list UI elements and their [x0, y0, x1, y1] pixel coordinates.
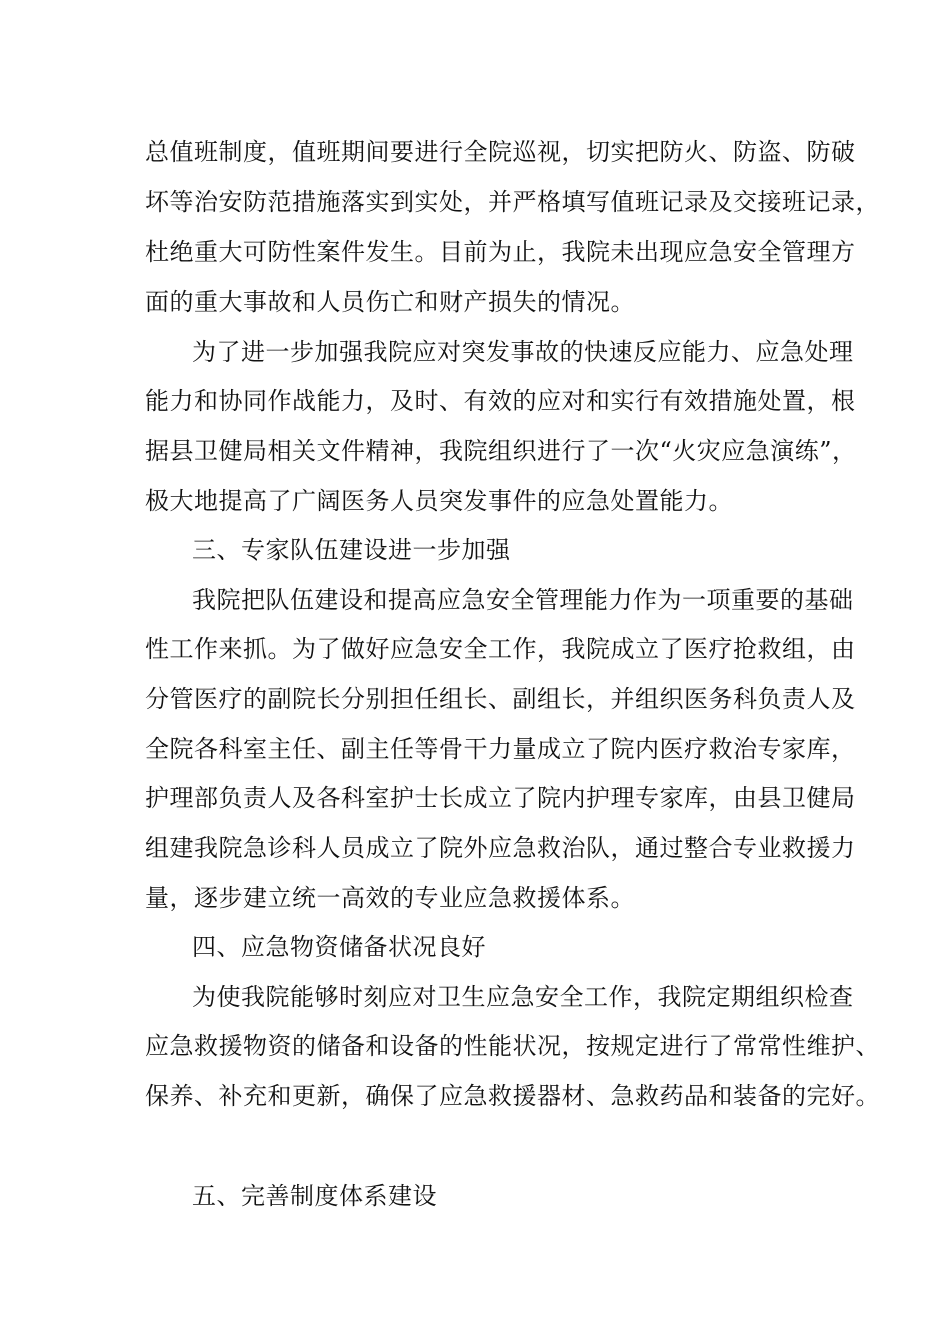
paragraph-line: 能力和协同作战能力，及时、有效的应对和实行有效措施处置，根: [145, 387, 856, 415]
paragraph-line: 应急救援物资的储备和设备的性能状况，按规定进行了常常性维护、: [145, 1032, 880, 1060]
paragraph-line: 量，逐步建立统一高效的专业应急救援体系。: [145, 884, 635, 912]
paragraph-line: 为使我院能够时刻应对卫生应急安全工作，我院定期组织检查: [192, 983, 854, 1011]
paragraph-line: 我院把队伍建设和提高应急安全管理能力作为一项重要的基础: [192, 586, 854, 614]
paragraph-line: 面的重大事故和人员伤亡和财产损失的情况。: [145, 288, 635, 316]
section-heading: 五、完善制度体系建设: [192, 1182, 437, 1210]
paragraph-line: 性工作来抓。为了做好应急安全工作，我院成立了医疗抢救组，由: [145, 635, 856, 663]
paragraph-line: 杜绝重大可防性案件发生。目前为止，我院未出现应急安全管理方: [145, 238, 856, 266]
paragraph-line: 组建我院急诊科人员成立了院外应急救治队，通过整合专业救援力: [145, 834, 856, 862]
paragraph-line: 保养、补充和更新，确保了应急救援器材、急救药品和装备的完好。: [145, 1082, 880, 1110]
paragraph-line: 坏等治安防范措施落实到实处，并严格填写值班记录及交接班记录，: [145, 188, 880, 216]
paragraph-line: 极大地提高了广阔医务人员突发事件的应急处置能力。: [145, 487, 733, 515]
section-heading: 三、专家队伍建设进一步加强: [192, 536, 511, 564]
paragraph-line: 为了进一步加强我院应对突发事故的快速反应能力、应急处理: [192, 338, 854, 366]
section-heading: 四、应急物资储备状况良好: [192, 933, 486, 961]
paragraph-line: 总值班制度，值班期间要进行全院巡视，切实把防火、防盗、防破: [145, 138, 856, 166]
paragraph-line: 分管医疗的副院长分别担任组长、副组长，并组织医务科负责人及: [145, 685, 856, 713]
paragraph-line: 全院各科室主任、副主任等骨干力量成立了院内医疗救治专家库，: [145, 735, 856, 763]
paragraph-line: 据县卫健局相关文件精神，我院组织进行了一次“火灾应急演练”，: [145, 437, 857, 465]
paragraph-line: 护理部负责人及各科室护士长成立了院内护理专家库，由县卫健局: [145, 784, 856, 812]
